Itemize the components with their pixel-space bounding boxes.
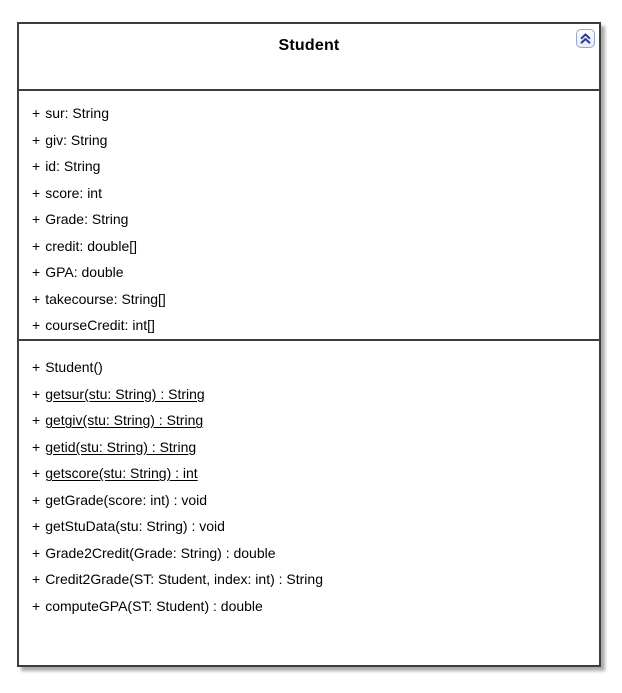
method-row[interactable] (32, 487, 591, 514)
visibility-symbol: + (32, 438, 41, 455)
methods-compartment (19, 339, 599, 665)
method-signature: getsur(stu: String) : String (45, 385, 205, 402)
attribute-signature: GPA: double (45, 264, 124, 280)
method-signature: Credit2Grade(ST: Student, index: int) : String (45, 571, 323, 587)
method-row[interactable] (32, 354, 591, 381)
attribute-signature: credit: double[] (45, 237, 138, 254)
method-row[interactable] (32, 381, 591, 408)
visibility-symbol: + (32, 290, 41, 307)
method-row[interactable] (32, 566, 591, 593)
visibility-symbol: + (32, 465, 41, 481)
collapse-button[interactable] (576, 29, 595, 48)
method-row[interactable] (32, 407, 591, 434)
visibility-symbol: + (32, 491, 41, 508)
attribute-signature: courseCredit: int[] (45, 317, 155, 333)
attribute-signature: id: String (45, 158, 101, 174)
method-row[interactable] (32, 434, 591, 461)
visibility-symbol: + (32, 237, 41, 254)
visibility-symbol: + (32, 544, 41, 561)
visibility-symbol: + (32, 211, 41, 227)
uml-class-box-student[interactable] (17, 22, 601, 667)
visibility-symbol: + (32, 131, 41, 148)
visibility-symbol: + (32, 264, 41, 280)
attribute-signature: Grade: String (45, 211, 129, 227)
method-row[interactable] (32, 593, 591, 620)
method-signature: getGrade(score: int) : void (45, 491, 208, 508)
visibility-symbol: + (32, 317, 41, 333)
attribute-row[interactable] (32, 312, 591, 339)
attribute-signature: score: int (45, 184, 102, 201)
method-row[interactable] (32, 460, 591, 487)
method-signature: Grade2Credit(Grade: String) : double (45, 544, 276, 561)
attribute-signature: giv: String (45, 131, 108, 148)
attribute-row[interactable] (32, 127, 591, 154)
attribute-row[interactable] (32, 153, 591, 180)
attribute-row[interactable] (32, 259, 591, 286)
attribute-row[interactable] (32, 180, 591, 207)
method-signature: getStuData(stu: String) : void (45, 518, 225, 534)
method-signature: getgiv(stu: String) : String (45, 412, 204, 428)
method-signature: getscore(stu: String) : int (45, 465, 198, 481)
attribute-row[interactable] (32, 286, 591, 313)
visibility-symbol: + (32, 184, 41, 201)
chevron-double-up-icon (579, 32, 592, 45)
method-row[interactable] (32, 540, 591, 567)
visibility-symbol: + (32, 359, 41, 375)
attribute-signature: takecourse: String[] (45, 290, 166, 307)
visibility-symbol: + (32, 385, 41, 402)
method-signature: computeGPA(ST: Student) : double (45, 597, 263, 614)
attributes-compartment (19, 89, 599, 339)
method-signature: Student() (45, 359, 103, 375)
method-signature: getid(stu: String) : String (45, 438, 197, 455)
visibility-symbol: + (32, 597, 41, 614)
visibility-symbol: + (32, 105, 41, 121)
attribute-signature: sur: String (45, 105, 109, 121)
visibility-symbol: + (32, 158, 41, 174)
visibility-symbol: + (32, 571, 41, 587)
class-header-compartment (19, 24, 599, 89)
visibility-symbol: + (32, 518, 41, 534)
attribute-row[interactable] (32, 206, 591, 233)
method-row[interactable] (32, 513, 591, 540)
attribute-row[interactable] (32, 100, 591, 127)
visibility-symbol: + (32, 412, 41, 428)
class-name: Student (278, 37, 340, 54)
attribute-row[interactable] (32, 233, 591, 260)
